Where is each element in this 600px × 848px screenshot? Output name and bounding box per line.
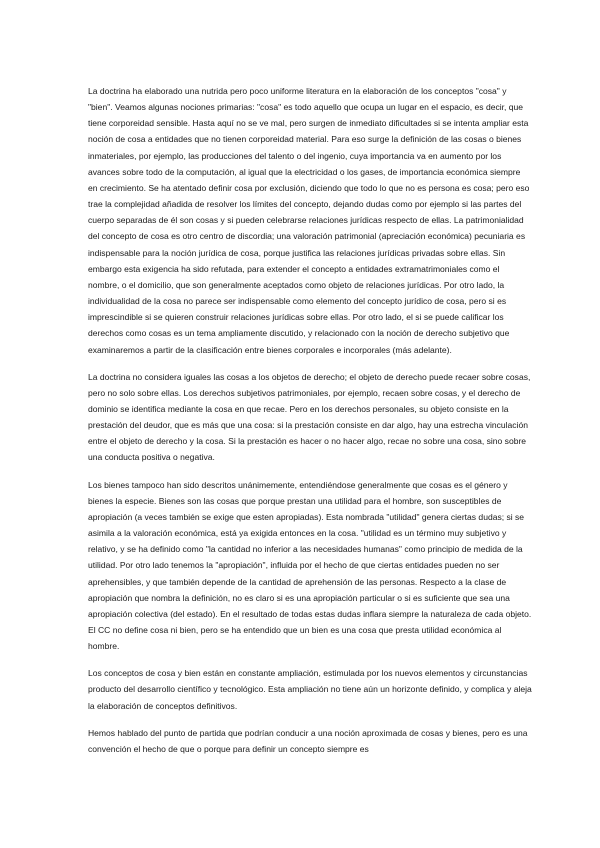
paragraph-3: Los bienes tampoco han sido descritos unánimemente, entendiéndose generalmente que cosas es el género y bienes la especie. Bienes son las cosas que porque prestan una utilidad para el hombre, son susceptibles de apropiación (a veces también se exige que esten apropiadas). Esta nombrada "utilidad" genera ciertas dudas; si se asimila a la valoración económica, está ya exigida entonces en la cosa. "utilidad es un término muy subjetivo y relativo, y se ha definido como "la cantidad no inferior a las necesidades humanas" como principio de medida de la utilidad. Por otro lado tenemos la "apropiación", influida por el hecho de que ciertas entidades pueden no ser aprehensibles, y que también depende de la cantidad de aprehensión de las personas. Respecto a la clase de apropiación que nombra la definición, no es claro si es una apropiación particular o si es suficiente que sea una apropiación colectiva (del estado). En el resultado de todas estas dudas inflara siempre la naturaleza de cada objeto. El CC no define cosa ni bien, pero se ha entendido que un bien es una cosa que presta utilidad económica al hombre. [88,479,532,652]
paragraph-4: Los conceptos de cosa y bien están en constante ampliación, estimulada por los nuevos elementos y circunstancias producto del desarrollo científico y tecnológico. Esta ampliación no tiene aún un horizonte definido, y complica y aleja la elaboración de conceptos definitivos. [88,668,532,711]
paragraph-1: La doctrina ha elaborado una nutrida pero poco uniforme literatura en la elaboración de los conceptos "cosa" y "bien". Veamos algunas nociones primarias: "cosa" es todo aquello que ocupa un lugar en el espacio, es decir, que tiene corporeidad sensible. Hasta aquí no se ve mal, pero surgen de inmediato dificultades si se intenta ampliar esta noción de cosa a entidades que no tienen corporeidad material. Para eso surge la definición de las cosas o bienes inmateriales, por ejemplo, las producciones del talento o del ingenio, cuya importancia va en aumento por los avances sobre todo de la computación, al igual que la electricidad o los gases, de importancia económica siempre en crecimiento. Se ha atentado definir cosa por exclusión, diciendo que todo lo que no es persona es cosa; pero eso trae la complejidad añadida de resolver los límites del concepto, dejando dudas como por ejemplo si las partes del cuerpo separadas de él son cosas y si pueden celebrarse relaciones jurídicas respecto de ellas. La patrimonialidad del concepto de cosa es otro centro de discordia; una valoración patrimonial (apreciación económica) pecuniaria es indispensable para la noción jurídica de cosa, porque justifica las relaciones jurídicas privadas sobre ellas. Sin embargo esta exigencia ha sido refutada, para extender el concepto a entidades extramatrimoniales como el nombre, o el domicilio, que son generalmente aceptados como objeto de relaciones jurídicas. Por otro lado, la individualidad de la cosa no parece ser indispensable como elemento del concepto jurídico de cosa, pero si es imprescindible si se quieren construir relaciones jurídicas sobre ellas. Por otro lado, el si se puede calificar los derechos como cosas es un tema ampliamente discutido, y relacionado con la noción de derecho subjetivo que examinaremos a partir de la clasificación entre bienes corporales e incorporales (más adelante). [88,86,530,355]
document-body [88,83,532,768]
paragraph-5: Hemos hablado del punto de partida que podrían conducir a una noción aproximada de cosas y bienes, pero es una convención el hecho de que o porque para definir un concepto siempre es [88,727,528,754]
paragraph-2: La doctrina no considera iguales las cosas a los objetos de derecho; el objeto de derecho puede recaer sobre cosas, pero no solo sobre ellas. Los derechos subjetivos patrimoniales, por ejemplo, recaen sobre cosas, y el derecho de dominio se identifica mediante la cosa en que recae. Pero en los derechos personales, su objeto consiste en la prestación del deudor, que es más que una cosa: si la prestación consiste en dar algo, hay una estrecha vinculación entre el objeto de derecho y la cosa. Si la prestación es hacer o no hacer algo, recae no sobre una cosa, sino sobre una conducta positiva o negativa. [88,371,531,463]
